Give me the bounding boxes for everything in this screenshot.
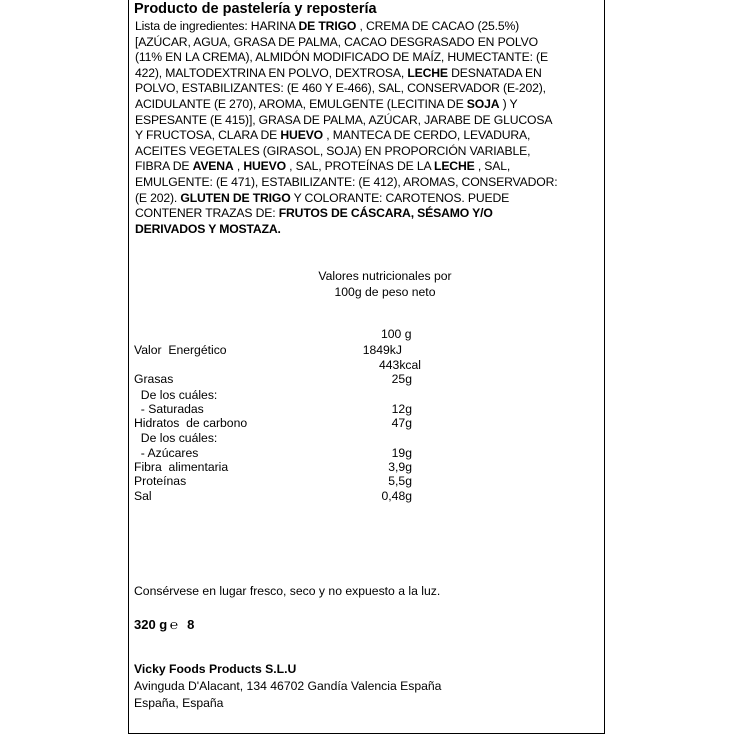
- allergen-text: HUEVO: [243, 159, 286, 174]
- nutrition-row-label: De los cuáles:: [134, 388, 218, 402]
- allergen-text: DERIVADOS Y MOSTAZA.: [135, 221, 281, 236]
- ingredient-text: , MANTECA DE CERDO, LEVADURA,: [323, 128, 531, 143]
- ingredients-line: [135, 222, 603, 238]
- nutrition-row-value: 25g: [391, 372, 412, 386]
- ingredient-text: Y FRUCTOSA, CLARA DE: [135, 128, 281, 143]
- nutrition-row-label: Sal: [134, 489, 152, 503]
- ingredients-line: [135, 128, 603, 144]
- nutrition-row-label: Hidratos de carbono: [134, 416, 248, 430]
- ingredients-line: [135, 175, 603, 191]
- allergen-text: AVENA: [192, 159, 234, 174]
- allergen-text: DE TRIGO: [298, 19, 357, 33]
- ingredient-text: Lista de ingredientes: HARINA: [135, 19, 299, 33]
- nutrition-header-line1: Valores nutricionales por: [318, 269, 452, 283]
- allergen-text: LECHE: [434, 159, 475, 174]
- ingredient-text: 422), MALTODEXTRINA EN POLVO, DEXTROSA,: [135, 65, 408, 80]
- ingredient-text: , SAL, PROTEÍNAS DE LA: [285, 159, 435, 174]
- nutrition-row-value: 1849kJ: [362, 343, 402, 357]
- company-address: Avinguda D'Alacant, 134 46702 Gandía Valencia España: [134, 679, 442, 693]
- ingredient-text: DESNATADA EN: [447, 65, 542, 80]
- ingredient-text: CONTENER TRAZAS DE:: [135, 206, 279, 221]
- nutrition-row-value: 3,9g: [388, 460, 412, 474]
- net-weight: [134, 617, 194, 632]
- nutrition-row-label: - Saturadas: [134, 402, 204, 416]
- nutrition-row-value: 443kcal: [378, 358, 421, 372]
- ingredient-text: ACEITES VEGETALES (GIRASOL, SOJA) EN PROPORCIÓN VARIABLE,: [135, 143, 531, 158]
- ingredient-text: Y COLORANTE: CAROTENOS. PUEDE: [290, 190, 510, 205]
- ingredients-line: [135, 206, 603, 222]
- ingredient-text: ACIDULANTE (E 270), AROMA, EMULGENTE (LECITINA DE: [135, 96, 467, 111]
- nutrition-row-value: 5,5g: [388, 474, 412, 488]
- ingredients-line: [135, 66, 603, 82]
- allergen-text: LECHE: [407, 65, 448, 80]
- ingredient-text: POLVO, ESTABILIZANTES: (E 460 Y E-466), SAL, CONSERVADOR (E-202),: [135, 81, 546, 96]
- nutrition-row-value: 0,48g: [381, 489, 412, 503]
- allergen-text: HUEVO: [280, 128, 323, 143]
- ingredient-text: ) Y: [499, 96, 518, 111]
- nutrition-row-label: Valor Energético: [134, 343, 227, 357]
- ingredient-text: EMULGENTE: (E 471), ESTABILIZANTE: (E 412), AROMAS, CONSERVADOR:: [135, 174, 558, 189]
- allergen-text: SOJA: [466, 96, 500, 111]
- net-weight-amount: 320 g: [134, 617, 168, 632]
- ingredients-line: [135, 113, 603, 129]
- product-title: Producto de pastelería y repostería: [134, 1, 377, 17]
- allergen-text: FRUTOS DE CÁSCARA, SÉSAMO Y/O: [278, 206, 493, 221]
- nutrition-row-label: - Azúcares: [134, 446, 199, 460]
- ingredient-text: FIBRA DE: [135, 159, 193, 174]
- ingredient-text: [AZÚCAR, AGUA, GRASA DE PALMA, CACAO DESGRASADO EN POLVO: [135, 34, 538, 49]
- nutrition-row-label: Proteínas: [134, 474, 187, 488]
- nutrition-column-header: 100 g: [381, 327, 412, 341]
- nutrition-row-label: De los cuáles:: [134, 431, 218, 445]
- ingredient-text: (11% EN LA CREMA), ALMIDÓN MODIFICADO DE MAÍZ, HUMECTANTE: (E: [135, 50, 548, 65]
- ingredients-line: [135, 144, 603, 160]
- nutrition-row-label: Grasas: [134, 372, 174, 386]
- ingredient-text: , CREMA DE CACAO (25.5%): [356, 19, 520, 33]
- allergen-text: GLUTEN DE TRIGO: [180, 190, 291, 205]
- ingredient-text: ESPESANTE (E 415)], GRASA DE PALMA, AZÚCAR, JARABE DE GLUCOSA: [135, 112, 553, 127]
- ingredients-line: [135, 50, 603, 66]
- ingredient-text: (E 202).: [135, 190, 181, 205]
- ingredients-line: [135, 97, 603, 113]
- nutrition-row-value: 12g: [391, 402, 412, 416]
- company-country: España, España: [134, 696, 224, 710]
- nutrition-row-label: Fibra alimentaria: [134, 460, 229, 474]
- nutrition-header: [300, 269, 470, 300]
- storage-instructions: Consérvese en lugar fresco, seco y no expuesto a la luz.: [134, 584, 441, 598]
- ingredients-line: [135, 35, 603, 51]
- nutrition-row-value: 19g: [391, 446, 412, 460]
- ingredients-list: [135, 19, 603, 237]
- company-name: Vicky Foods Products S.L.U: [134, 662, 297, 676]
- ingredients-line: [135, 19, 603, 35]
- nutrition-header-line2: 100g de peso neto: [334, 284, 436, 299]
- unit-count: 8: [187, 617, 195, 632]
- ingredients-line: [135, 191, 603, 207]
- ingredients-line: [135, 159, 603, 175]
- ingredient-text: , SAL,: [474, 159, 511, 174]
- nutrition-row-value: 47g: [391, 416, 412, 430]
- estimated-sign-icon: ℮: [170, 617, 179, 632]
- ingredient-text: ,: [233, 159, 244, 174]
- ingredients-line: [135, 81, 603, 97]
